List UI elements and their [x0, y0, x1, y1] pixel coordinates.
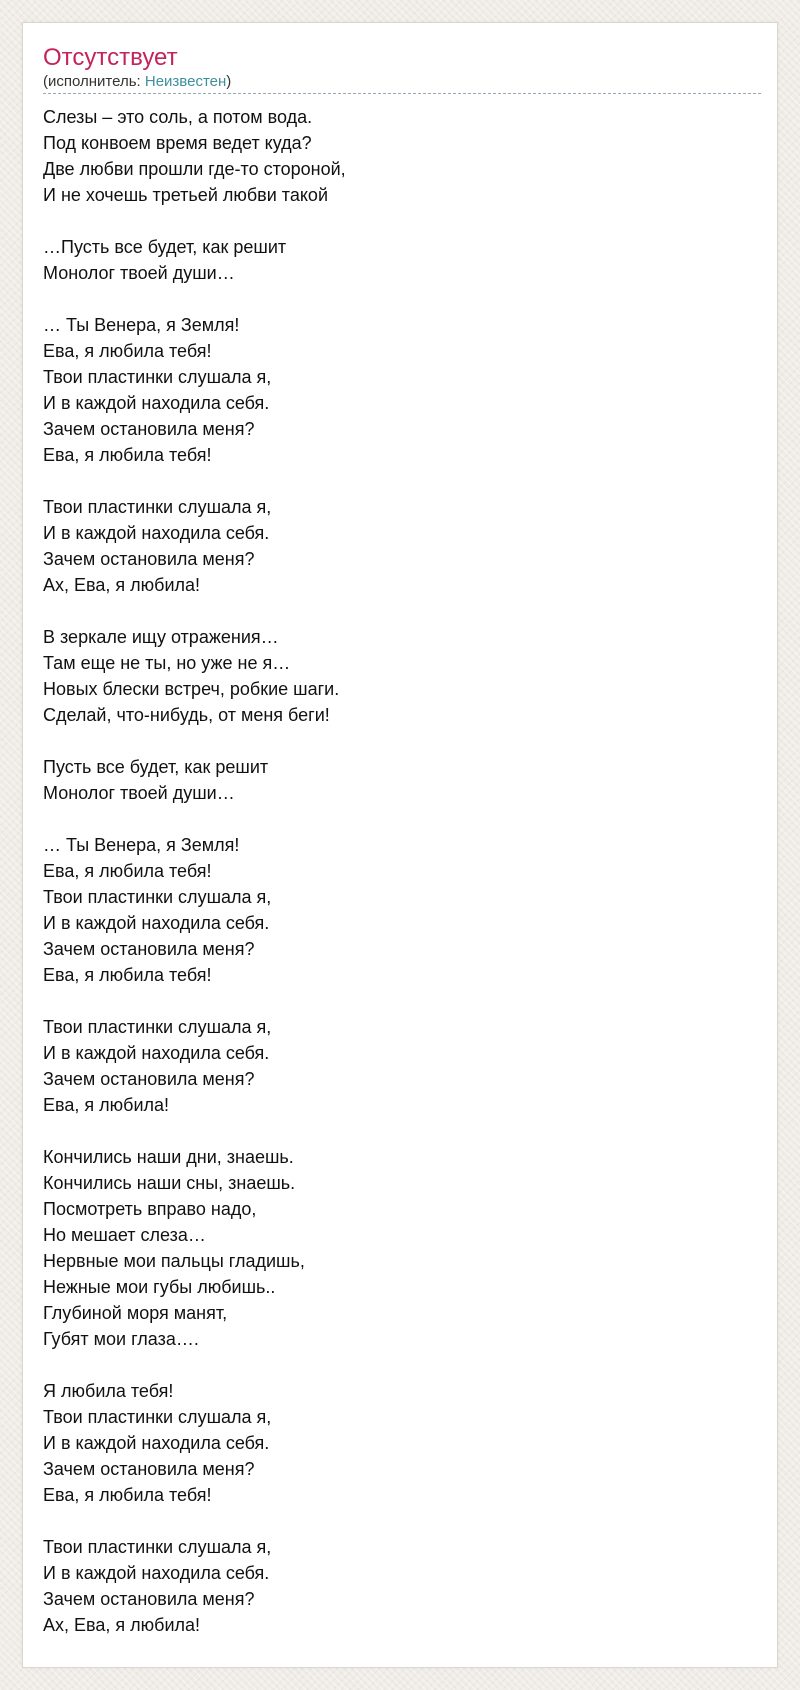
lyrics-stanza: [43, 312, 757, 468]
lyrics-line: Слезы – это соль, а потом вода.: [43, 107, 313, 127]
lyrics-line: Монолог твоей души…: [43, 263, 235, 283]
lyrics-stanza: [43, 754, 757, 806]
lyrics-line: Твои пластинки слушала я,: [43, 497, 272, 517]
lyrics-stanza: [43, 832, 757, 988]
lyrics-stanza: [43, 1014, 757, 1118]
lyrics-line: И в каждой находила себя.: [43, 523, 270, 543]
lyrics-line: … Ты Венера, я Земля!: [43, 315, 240, 335]
lyrics-line: Монолог твоей души…: [43, 783, 235, 803]
lyrics-line: … Ты Венера, я Земля!: [43, 835, 240, 855]
lyrics-line: Твои пластинки слушала я,: [43, 1017, 272, 1037]
lyrics-line: Ах, Ева, я любила!: [43, 575, 201, 595]
lyrics-line: Пусть все будет, как решит: [43, 757, 269, 777]
lyrics-line: Твои пластинки слушала я,: [43, 1407, 272, 1427]
artist-prefix: (исполнитель:: [43, 73, 145, 90]
lyrics-line: Ева, я любила тебя!: [43, 965, 212, 985]
lyrics-line: Зачем остановила меня?: [43, 549, 255, 569]
lyrics-line: Новых блески встреч, робкие шаги.: [43, 679, 340, 699]
lyrics-stanza: [43, 1144, 757, 1352]
lyrics-line: Ева, я любила тебя!: [43, 445, 212, 465]
lyrics-line: Глубиной моря манят,: [43, 1303, 228, 1323]
lyrics-stanza: [43, 494, 757, 598]
lyrics-stanza: [43, 624, 757, 728]
lyrics-line: И в каждой находила себя.: [43, 1563, 270, 1583]
lyrics-line: Твои пластинки слушала я,: [43, 1537, 272, 1557]
lyrics-line: Кончились наши дни, знаешь.: [43, 1147, 294, 1167]
lyrics-line: Там еще не ты, но уже не я…: [43, 653, 291, 673]
lyrics-card: [22, 22, 778, 1668]
lyrics-line: Зачем остановила меня?: [43, 939, 255, 959]
lyrics-line: И в каждой находила себя.: [43, 1433, 270, 1453]
lyrics-stanza: [43, 1378, 757, 1508]
lyrics-line: Ева, я любила!: [43, 1095, 170, 1115]
lyrics-text: [43, 104, 757, 1638]
lyrics-line: Нежные мои губы любишь..: [43, 1277, 276, 1297]
lyrics-line: Две любви прошли где-то стороной,: [43, 159, 346, 179]
lyrics-line: Нервные мои пальцы гладишь,: [43, 1251, 305, 1271]
lyrics-line: И в каждой находила себя.: [43, 913, 270, 933]
artist-link[interactable]: Неизвестен: [144, 73, 227, 90]
lyrics-line: Кончились наши сны, знаешь.: [43, 1173, 296, 1193]
lyrics-line: И в каждой находила себя.: [43, 393, 270, 413]
artist-suffix: ): [226, 73, 232, 90]
lyrics-line: И не хочешь третьей любви такой: [43, 185, 328, 205]
lyrics-line: Я любила тебя!: [43, 1381, 174, 1401]
lyrics-line: Зачем остановила меня?: [43, 419, 255, 439]
lyrics-line: В зеркале ищу отражения…: [43, 627, 279, 647]
lyrics-line: Твои пластинки слушала я,: [43, 887, 272, 907]
lyrics-line: Ева, я любила тебя!: [43, 1485, 212, 1505]
song-title: Отсутствует: [43, 44, 178, 71]
lyrics-stanza: [43, 1534, 757, 1638]
lyrics-line: Зачем остановила меня?: [43, 1589, 255, 1609]
lyrics-line: Зачем остановила меня?: [43, 1069, 255, 1089]
lyrics-line: Ах, Ева, я любила!: [43, 1615, 201, 1635]
artist-line: [43, 73, 761, 94]
lyrics-line: Ева, я любила тебя!: [43, 861, 212, 881]
lyrics-line: Сделай, что-нибудь, от меня беги!: [43, 705, 330, 725]
lyrics-line: Посмотреть вправо надо,: [43, 1199, 257, 1219]
lyrics-line: Зачем остановила меня?: [43, 1459, 255, 1479]
lyrics-stanza: [43, 104, 757, 208]
lyrics-stanza: [43, 234, 757, 286]
lyrics-line: И в каждой находила себя.: [43, 1043, 270, 1063]
lyrics-line: Под конвоем время ведет куда?: [43, 133, 312, 153]
lyrics-line: Губят мои глаза….: [43, 1329, 199, 1349]
lyrics-line: Ева, я любила тебя!: [43, 341, 212, 361]
lyrics-line: …Пусть все будет, как решит: [43, 237, 287, 257]
lyrics-line: Твои пластинки слушала я,: [43, 367, 272, 387]
lyrics-line: Но мешает слеза…: [43, 1225, 206, 1245]
